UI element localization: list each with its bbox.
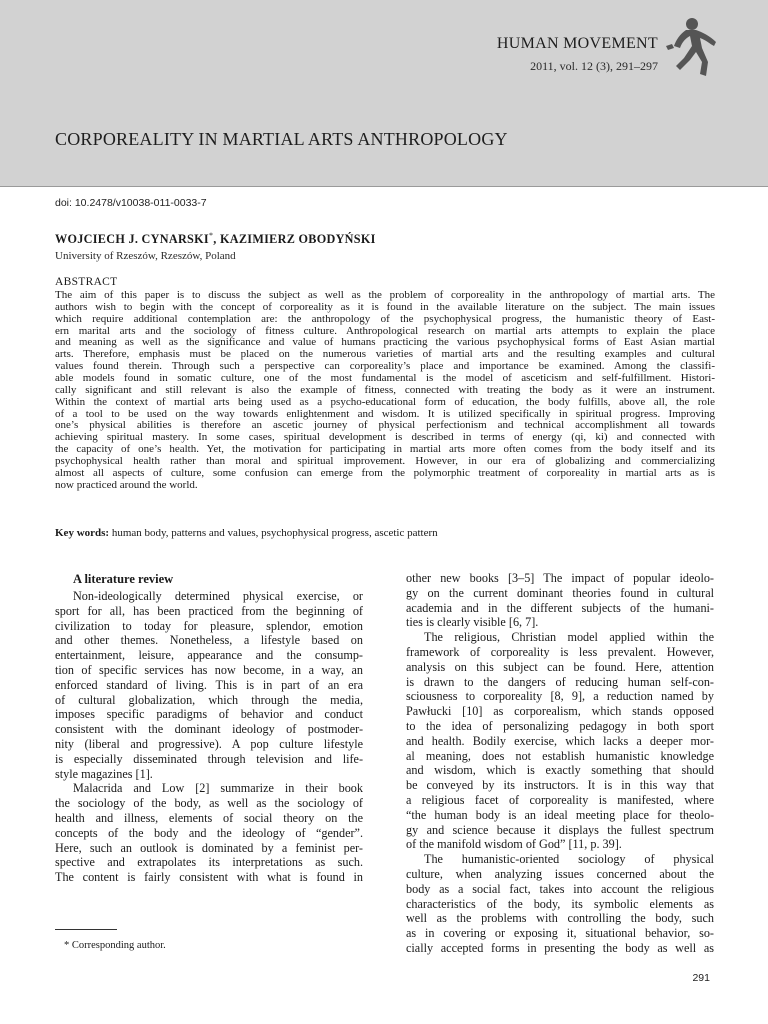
corresponding-author-mark: * bbox=[208, 231, 214, 240]
text-line: The religious, Christian model applied within the bbox=[424, 630, 714, 645]
abstract-line: achieving spiritual mastery. In some cases, spiritual development is described in terms of energy (qi, ki) and connected with bbox=[55, 431, 715, 444]
abstract-heading: ABSTRACT bbox=[55, 276, 118, 288]
abstract-body bbox=[55, 290, 715, 492]
text-line: health and illness, elements of social theory on the bbox=[55, 810, 363, 825]
abstract-line: able models found in somatic culture, one of the most fundamental is the model of asceticism and self-fulfillment. Histori- bbox=[55, 372, 715, 385]
abstract-line: psychophysical health rather than moral and spiritual improvement. However, in our era of globalizing and commercializing bbox=[55, 455, 715, 468]
text-line: characteristics of the body, its symbolic elements as bbox=[406, 896, 714, 911]
footnote: * Corresponding author. bbox=[64, 940, 166, 951]
athlete-logo-icon bbox=[662, 16, 718, 82]
abstract-line: ern marital arts and the sociology of fitness culture. Anthropological research on martial arts attempts to explain the place bbox=[55, 324, 715, 337]
text-line: as in covering or exposing it, situational behavior, so- bbox=[406, 926, 714, 941]
text-line: analysis on this subject can be found. Here, attention bbox=[406, 659, 714, 674]
text-line: to the idea of personalizing pedagogy in both sport bbox=[406, 718, 714, 733]
article-title: CORPOREALITY IN MARTIAL ARTS ANTHROPOLOGY bbox=[55, 129, 508, 149]
text-line: enforced standard of living. This is in part of an era bbox=[55, 677, 363, 692]
section-heading: A literature review bbox=[73, 572, 174, 586]
text-line: a religious facet of corporeality is manifested, where bbox=[406, 792, 714, 807]
text-line: other new books [3–5] The impact of popular ideolo- bbox=[406, 571, 714, 585]
text-line: gy and science because it displays the fullest spectrum bbox=[406, 822, 714, 837]
abstract-line: values found therein. Through such a perspective can corporeality’s place and importance be examined. Among the classifi- bbox=[55, 360, 715, 373]
text-line: civilization to today for pleasure, splendor, emotion bbox=[55, 618, 363, 633]
abstract-line: now practiced around the world. bbox=[55, 478, 198, 491]
journal-volume: 2011, vol. 12 (3), 291–297 bbox=[530, 59, 658, 73]
text-line: cially accepted forms in presenting the body as well as bbox=[406, 940, 714, 955]
abstract-line: which require additional contemplation are: the anthropology of the psychophysical progress, the humanistic theory of East- bbox=[55, 312, 715, 325]
text-line: well as the problems with controlling the body, such bbox=[406, 911, 714, 926]
body-column-left bbox=[55, 571, 363, 885]
text-line: entertainment, leisure, appearance and the consump- bbox=[55, 648, 363, 663]
abstract-line: and meaning as well as the significance and value of humans practicing the various psychophysical forms of East Asian martial bbox=[55, 336, 715, 349]
doi: doi: 10.2478/v10038-011-0033-7 bbox=[55, 197, 207, 209]
text-line: culture, when analyzing issues concerned about the bbox=[406, 866, 714, 881]
text-line: sport for all, has been practiced from the beginning of bbox=[55, 603, 363, 618]
text-line: is drawn to the dangers of reducing human self-con- bbox=[406, 674, 714, 689]
abstract-line: arts. Therefore, emphasis must be placed on the numerous varieties of martial arts and the resulting examples and cultural bbox=[55, 348, 715, 361]
journal-header-band bbox=[0, 0, 768, 187]
text-line: sciousness to corporeality [8, 9], a reduction named by bbox=[406, 689, 714, 704]
abstract-line: cally significant and still relevant is also the example of fitness, connected with treating the body as it were an instrument. bbox=[55, 383, 715, 396]
author-list bbox=[55, 231, 376, 247]
text-line: Pawłucki [10] as corporealism, which stands opposed bbox=[406, 704, 714, 719]
text-line: concepts of the body and the ideology of “gender”. bbox=[55, 825, 363, 840]
text-line: Non-ideologically determined physical exercise, or bbox=[73, 589, 363, 603]
page-number: 291 bbox=[692, 972, 710, 984]
text-line: the sociology of the body, as well as the sociology of bbox=[55, 796, 363, 811]
text-line: ties is clearly visible [6, 7]. bbox=[406, 615, 539, 630]
abstract-line: Within the context of martial arts being used as a psycho-educational form of education, the body fulfills, above all, the role bbox=[55, 395, 715, 408]
text-line: is especially disseminated through television and life- bbox=[55, 751, 363, 766]
text-line: body as a social fact, takes into account the religious bbox=[406, 881, 714, 896]
text-line: Here, such an outlook is dominated by a feminist per- bbox=[55, 840, 363, 855]
text-line: The content is fairly consistent with what is found in bbox=[55, 870, 363, 885]
journal-name: HUMAN MOVEMENT bbox=[496, 35, 658, 52]
text-line: framework of corporeality is less prevalent. However, bbox=[406, 644, 714, 659]
footnote-rule bbox=[55, 929, 117, 930]
abstract-line: authors wish to begin with the concept of corporeality as it is found in the available literature on the subject. The main issues bbox=[55, 300, 715, 313]
text-line: of cultural globalization, which through the media, bbox=[55, 692, 363, 707]
abstract-line: almost all aspects of culture, some confusion can emerge from the polymorphic treatment of corporeality in martial arts as is bbox=[55, 466, 715, 479]
text-line: style magazines [1]. bbox=[55, 766, 153, 781]
keywords-label: Key words: bbox=[55, 527, 110, 539]
text-line: gy on the current dominant theories found in cultural bbox=[406, 585, 714, 600]
text-line: al meaning, does not establish humanistic knowledge bbox=[406, 748, 714, 763]
text-line: and health. Bodily exercise, which lacks a deeper mor- bbox=[406, 733, 714, 748]
text-line: The humanistic-oriented sociology of physical bbox=[424, 852, 714, 867]
abstract-line: The aim of this paper is to discuss the subject as well as the problem of corporeality in the anthropology of martial arts. The bbox=[55, 289, 715, 301]
author-name: , KAZIMIERZ OBODYŃSKI bbox=[213, 232, 376, 247]
text-line: consistent with the dominant ideology of postmoder- bbox=[55, 722, 363, 737]
text-line: of the manifold wisdom of God” [11, p. 39]. bbox=[406, 837, 622, 852]
text-line: “the human body is an ideal meeting place for theolo- bbox=[406, 807, 714, 822]
text-line: and other themes. Nonetheless, a lifestyle based on bbox=[55, 633, 363, 648]
text-line: tion of specific services has now become, in a way, an bbox=[55, 662, 363, 677]
keywords-text: human body, patterns and values, psychophysical progress, ascetic pattern bbox=[109, 527, 438, 539]
author-name: WOJCIECH J. CYNARSKI bbox=[55, 232, 209, 247]
text-line: spective and extrapolates its interpretations as such. bbox=[55, 855, 363, 870]
text-line: Malacrida and Low [2] summarize in their book bbox=[73, 781, 363, 796]
abstract-line: one’s physical abilities is therefore an ascetic journey of physical perfectionism and technical accomplishment all towards bbox=[55, 419, 715, 432]
body-column-right bbox=[406, 571, 714, 956]
text-line: imposes specific paradigms of behavior and conduct bbox=[55, 707, 363, 722]
text-line: and wisdom, which is exactly something that should bbox=[406, 763, 714, 778]
keywords bbox=[55, 527, 438, 539]
text-line: be conveyed by its instructors. It is in this way that bbox=[406, 778, 714, 793]
text-line: nity (liberal and progressive). A pop culture lifestyle bbox=[55, 736, 363, 751]
text-line: academia and in the different subjects of the humani- bbox=[406, 600, 714, 615]
abstract-line: of a tool to be used on the way towards enlightenment and wisdom. It is utilized specifically in spiritual progress. Improving bbox=[55, 407, 715, 420]
affiliation: University of Rzeszów, Rzeszów, Poland bbox=[55, 250, 236, 262]
abstract-line: the capacity of one’s health. Yet, the motivation for participating in martial arts more often comes from the body itself and its bbox=[55, 443, 715, 456]
